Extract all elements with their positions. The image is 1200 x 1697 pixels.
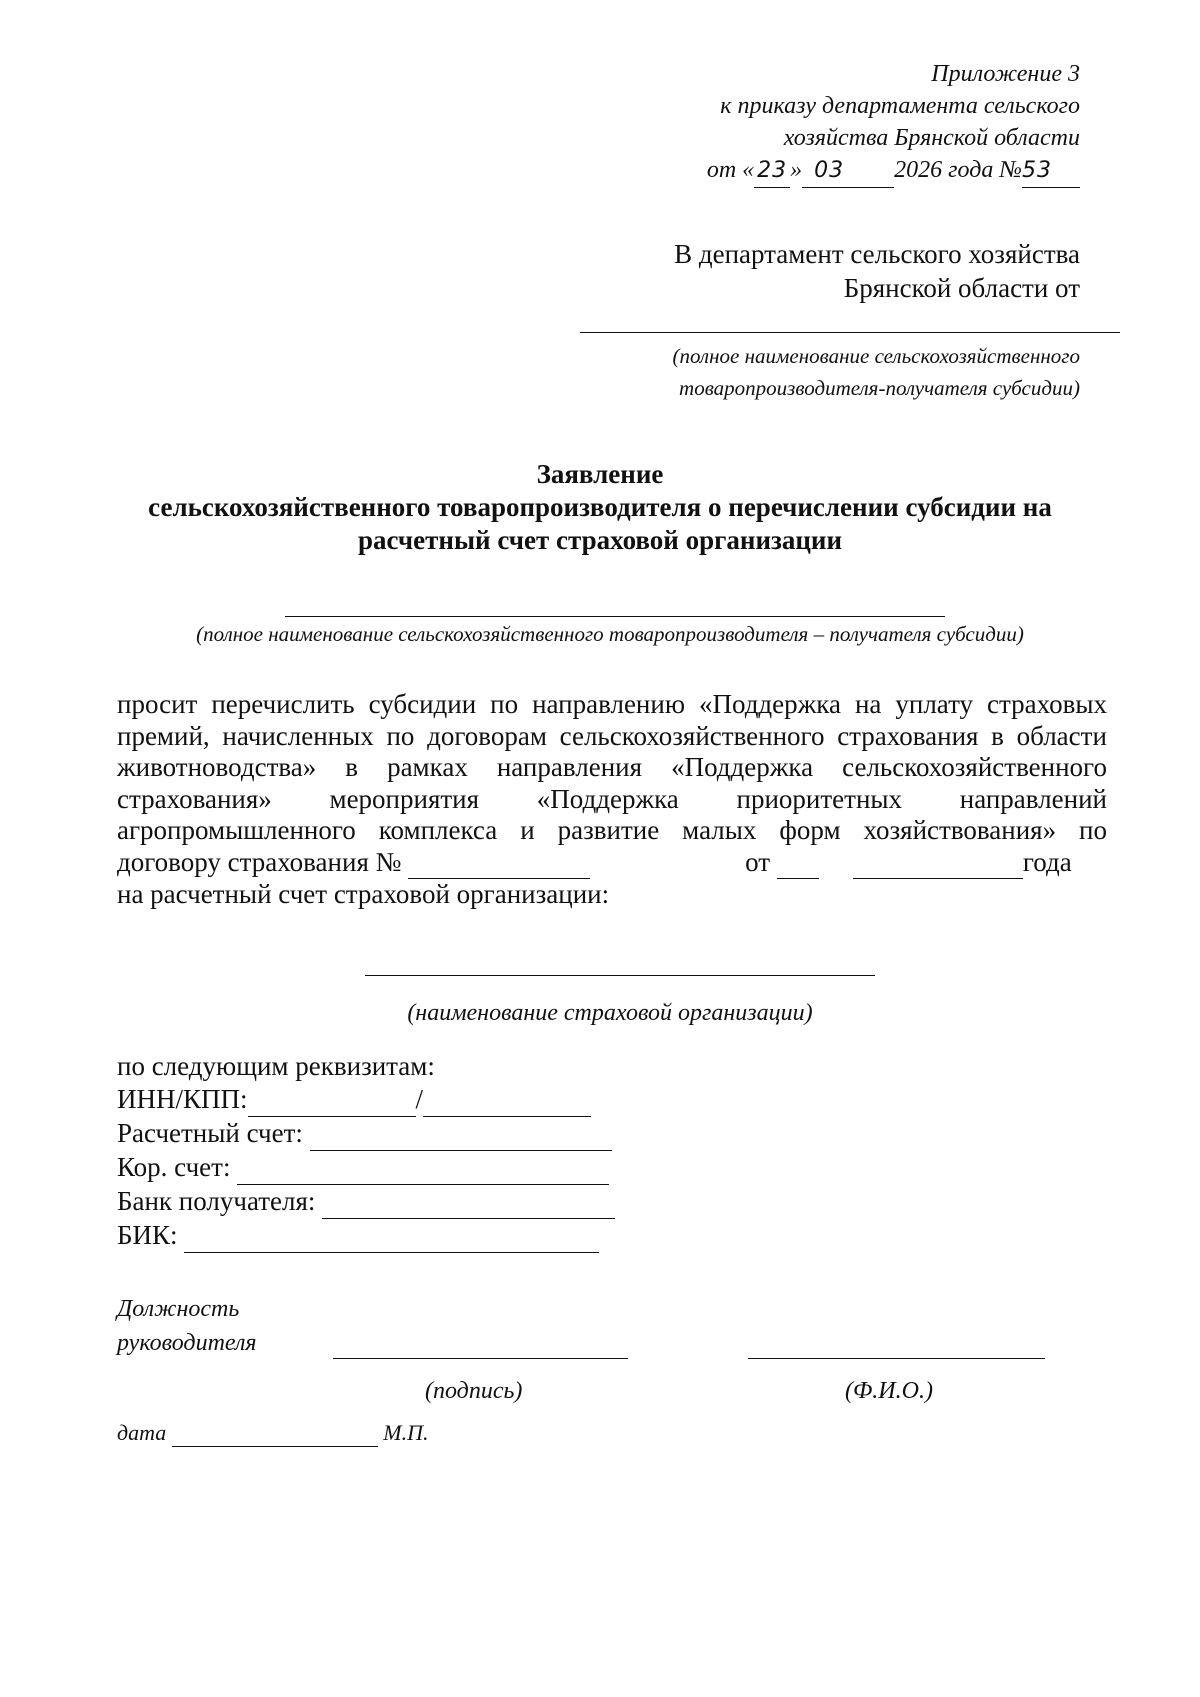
position-label xyxy=(117,1292,257,1360)
word: «Поддержка xyxy=(698,689,841,719)
addressee-caption-1: (полное наименование сельскохозяйственного xyxy=(672,344,1080,368)
word: хозяйствования» xyxy=(863,815,1057,845)
requisites-heading: по следующим реквизитам: xyxy=(117,1051,435,1081)
word: приоритетных xyxy=(736,783,903,814)
word: по xyxy=(386,720,415,751)
title-line-2: сельскохозяйственного товаропроизводителя о перечислении субсидии на xyxy=(148,492,1052,522)
word: перечислить xyxy=(211,689,355,719)
date-prefix: от « xyxy=(706,157,755,183)
word: в xyxy=(345,752,359,782)
word: сельскохозяйственного xyxy=(842,752,1107,782)
word: развитие xyxy=(557,815,660,845)
word: просит xyxy=(117,689,198,719)
contract-date-label: от xyxy=(745,846,771,877)
corr-account-field[interactable] xyxy=(237,1151,609,1185)
body-line-2 xyxy=(117,721,1107,753)
order-day xyxy=(754,154,790,188)
order-number xyxy=(1022,154,1080,188)
word: в xyxy=(991,720,1004,751)
bik-row xyxy=(117,1219,615,1253)
order-month xyxy=(802,154,894,188)
account-label: Расчетный счет: xyxy=(117,1118,303,1148)
word: форм xyxy=(779,815,841,845)
word: направления xyxy=(496,752,643,782)
addressee-block xyxy=(674,237,1080,305)
year-label: года xyxy=(1022,846,1072,877)
bank-label: Банк получателя: xyxy=(117,1186,316,1216)
body-line-4 xyxy=(117,784,1107,816)
word: начисленных xyxy=(222,720,374,751)
signature-field[interactable] xyxy=(333,1358,628,1359)
order-day-value: 23 xyxy=(757,158,788,183)
order-month-value: 03 xyxy=(814,158,845,183)
word: животноводства» xyxy=(117,752,317,782)
appendix-label: Приложение 3 xyxy=(931,61,1080,87)
word: страхования» xyxy=(117,783,272,814)
word: по xyxy=(490,689,519,719)
corr-account-label: Кор. счет: xyxy=(117,1152,231,1182)
department-line: хозяйства Брянской области xyxy=(783,125,1080,151)
body-line-1 xyxy=(117,689,1107,721)
stamp-label: М.П. xyxy=(383,1420,429,1445)
body-line-7: на расчетный счет страховой организации: xyxy=(117,879,610,909)
word: мероприятия xyxy=(329,783,480,814)
document-title xyxy=(120,458,1080,557)
word: страхования xyxy=(837,720,979,751)
applicant-name-caption: (полное наименование сельскохозяйственного товаропроизводителя – получателя субсидии) xyxy=(196,622,1024,646)
position-line-2: руководителя xyxy=(117,1330,257,1356)
addressee-caption-2: товаропроизводителя-получателя субсидии) xyxy=(679,376,1080,400)
fio-field[interactable] xyxy=(748,1358,1045,1359)
date-label: дата xyxy=(117,1420,167,1445)
insurer-caption: (наименование страховой организации) xyxy=(407,1000,813,1026)
word: субсидии xyxy=(368,689,477,719)
word: и xyxy=(520,815,535,845)
addressee-line-1: В департамент сельского хозяйства xyxy=(674,239,1080,269)
date-year: 2026 года № xyxy=(894,157,1022,183)
inn-kpp-row xyxy=(117,1083,615,1117)
bik-label: БИК: xyxy=(117,1220,178,1250)
date-mid: » xyxy=(790,157,803,183)
title-line-3: расчетный счет страховой организации xyxy=(357,525,843,555)
signature-caption: (подпись) xyxy=(425,1378,523,1404)
corr-account-row xyxy=(117,1151,615,1185)
word: премий, xyxy=(117,720,210,751)
insurer-name-field[interactable] xyxy=(365,975,875,976)
fio-caption: (Ф.И.О.) xyxy=(845,1378,933,1404)
title-line-1: Заявление xyxy=(536,459,664,489)
bank-field[interactable] xyxy=(322,1185,615,1219)
word: направлений xyxy=(959,783,1107,814)
date-field[interactable] xyxy=(172,1420,378,1447)
requisites-block xyxy=(117,1050,615,1253)
account-field[interactable] xyxy=(310,1117,612,1151)
word: сельскохозяйственного xyxy=(559,720,825,751)
order-date-line xyxy=(707,154,1080,188)
word: рамках xyxy=(387,752,468,782)
body-line-3 xyxy=(117,752,1107,784)
body-line-5 xyxy=(117,815,1107,847)
word: договорам xyxy=(427,720,547,751)
account-row xyxy=(117,1117,615,1151)
position-line-1: Должность xyxy=(117,1296,240,1322)
word: по xyxy=(1079,815,1107,845)
addressee-caption xyxy=(672,340,1080,404)
inn-kpp-label: ИНН/КПП: xyxy=(117,1084,248,1114)
applicant-name-field-top[interactable] xyxy=(580,332,1120,333)
request-paragraph xyxy=(117,689,1107,911)
body-line-6 xyxy=(117,847,1107,880)
contract-day-field[interactable] xyxy=(777,847,819,880)
applicant-name-field[interactable] xyxy=(285,616,945,617)
word: малых xyxy=(682,815,757,845)
addressee-line-2: Брянской области от xyxy=(843,273,1080,303)
contract-label: договору страхования № xyxy=(117,846,402,877)
order-number-value: 53 xyxy=(1022,158,1052,183)
inn-field[interactable] xyxy=(248,1083,416,1117)
contract-number-field[interactable] xyxy=(408,847,590,880)
word: «Поддержка xyxy=(536,783,679,814)
kpp-field[interactable] xyxy=(423,1083,591,1117)
word: области xyxy=(1016,720,1107,751)
contract-date-field[interactable] xyxy=(853,847,1023,880)
order-reference-line: к приказу департамента сельского xyxy=(720,93,1080,119)
word: страховых xyxy=(987,689,1107,719)
bik-field[interactable] xyxy=(184,1219,599,1253)
document-header xyxy=(707,58,1080,188)
word: уплату xyxy=(895,689,974,719)
bank-row xyxy=(117,1185,615,1219)
word: «Поддержка xyxy=(671,752,814,782)
word: на xyxy=(854,689,882,719)
inn-kpp-separator: / xyxy=(415,1084,424,1114)
word: комплекса xyxy=(378,815,498,845)
word: направлению xyxy=(532,689,685,719)
date-row xyxy=(117,1420,429,1447)
word: агропромышленного xyxy=(117,815,356,845)
